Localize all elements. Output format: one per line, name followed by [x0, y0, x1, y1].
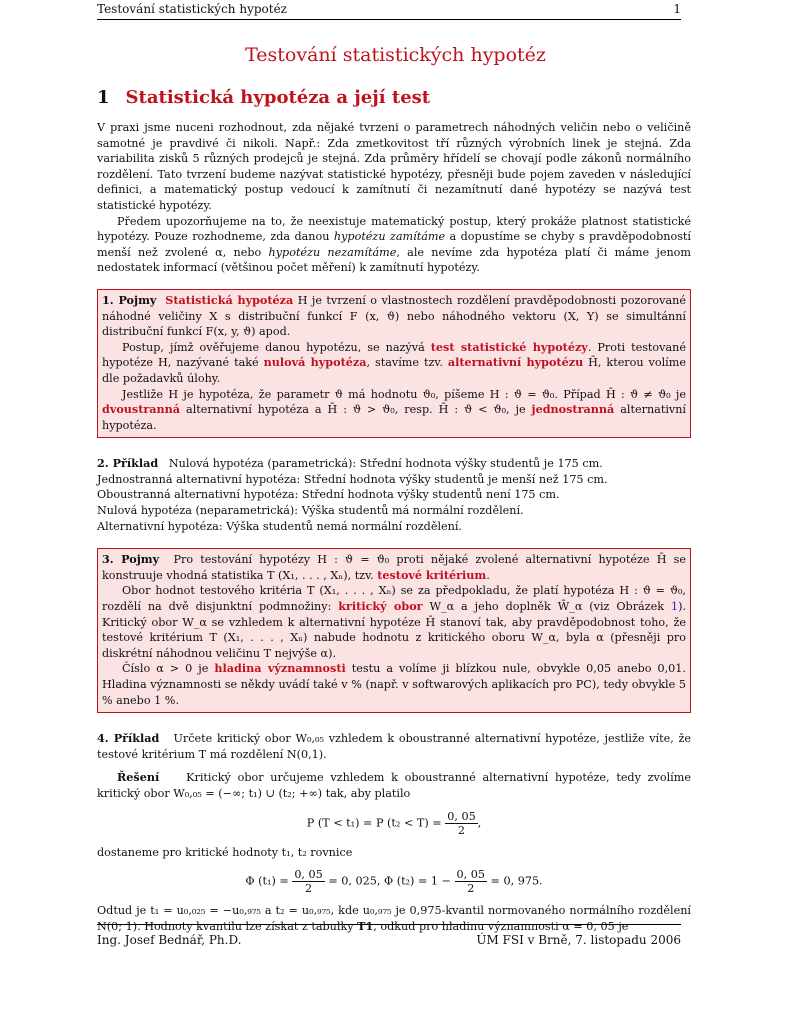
section-number: 1 — [97, 87, 110, 108]
example2-line: Alternativní hypotéza: Výška studentů nemá normální rozdělení. — [97, 519, 462, 533]
text: = 0, 025, Φ (t₂) = 1 − — [328, 874, 451, 888]
emphasis: hypotézu zamítáme — [333, 230, 446, 244]
term: jednostranná — [531, 402, 615, 417]
text: Pro testování hypotézy H : ϑ = ϑ₀ proti nějaké zvolené alternativní hypotéze H̄ se konstruuje vhodná statistika T (X₁, . . . , Xₙ), tzv. — [102, 553, 686, 582]
header-rule — [97, 19, 681, 20]
term: nulová hypotéza — [263, 355, 367, 370]
box3-paragraph-2 — [102, 583, 686, 661]
text: P (T < t₁) = P (t₂ < T) = — [306, 816, 442, 830]
intro-paragraph-1: V praxi jsme nuceni rozhodnout, zda nějaké tvrzeni o parametrech náhodných veličin nebo o veličině samotné je pravdivé či nikoli. Např.: Zda zmetkovitost tří různých výrobních linek je stejná. Zda variabilita zisků 5 různých prodejců je stejná. Zda průměry hřídelí se chovají podle zákonů normálního rozdělení. Tato tvrzení budeme nazývat statistické hypotézy, přesněji bude pojem zaveden v následující definici, a matematický postup vedoucí k zamítnutí či nezamítnutí dané hypotézy se nazývá test statistické hypotézy. — [97, 121, 691, 212]
text: alternativní hypotéza. — [102, 403, 687, 432]
text: a dopustíme se chyby s pravděpodobností menší než zvolené α, nebo — [97, 230, 692, 259]
text: H̄, kterou volíme dle požadavků úlohy. — [102, 356, 686, 385]
footer-institution: ÚM FSI v Brně, 7. listopadu 2006 — [476, 933, 681, 947]
box-label: 1. Pojmy — [102, 292, 157, 307]
text: = 0, 975. — [490, 874, 543, 888]
example-4 — [97, 731, 691, 934]
text: Odtud je t₁ = u₀,₀₂₅ = −u₀,₉₇₅ a t₂ = u₀,₉₇₅, kde u₀,₉₇₅ je 0,975-kvantil normovaného normálního rozdělení N(0; 1). Hodnoty kvantilu lze získat z tabulky — [97, 904, 691, 933]
solution-paragraph-3 — [97, 903, 691, 934]
text: , stavíme tzv. — [366, 356, 443, 370]
figure-link[interactable]: 1 — [670, 600, 679, 614]
solution-paragraph-1 — [97, 770, 691, 801]
text: ). Kritický obor W_α se vzhledem k alternativní hypotéze H̄ stanoví tak, aby pravděpodobnost toho, že testové kritérium T (X₁, . . . , Xₙ) nabude hodnotu z kritického oboru W_α, byla α (přesněji pro diskrétní náhodnou veličinu T nejvýše α). — [102, 600, 686, 660]
example-label: 4. Příklad — [97, 731, 160, 746]
text: Φ (t₁) = — [245, 874, 289, 888]
definition-box-3 — [97, 548, 691, 713]
section-title: Statistická hypotéza a její test — [125, 87, 431, 108]
text: Předem upozorňujeme na to, že neexistuje matematický postup, který prokáže platnost statistické hypotézy. Pouze rozhodneme, zda danou — [97, 214, 691, 244]
example2-line — [97, 456, 691, 472]
numerator: 0, 05 — [456, 868, 485, 882]
term: alternativní hypotézu — [447, 355, 584, 370]
emphasis: hypotézu nezamítáme — [268, 245, 397, 259]
table-reference: T1 — [357, 918, 374, 933]
text: Obor hodnot testového kritéria T (X₁, . . . , Xₙ) se za předpokladu, že platí hypotéza H : ϑ = ϑ₀, rozdělí na dvě disjunktní podmnožiny: — [102, 584, 686, 614]
example-label: 2. Příklad — [97, 456, 159, 471]
numerator: 0, 05 — [447, 809, 476, 823]
text: alternativní hypotéza a H̄ : ϑ > ϑ₀, resp. H̄ : ϑ < ϑ₀, je — [186, 403, 526, 417]
text: Jestliže H je hypotéza, že parametr ϑ má hodnotu ϑ₀, píšeme H : ϑ = ϑ₀. Případ H̄ : ϑ ≠ ϑ₀ je — [122, 387, 686, 401]
example4-task — [97, 731, 691, 762]
text: Určete kritický obor W₀,₀₅ vzhledem k oboustranné alternativní hypotéze, jestliže víte, že testové kritérium T má rozdělení N(0,1). — [97, 732, 691, 761]
text: Kritický obor určujeme vzhledem k oboustranné alternativní hypotéze, tedy zvolíme kritický obor W₀,₀₅ = (−∞; t₁) ∪ (t₂; +∞) tak, aby platilo — [97, 771, 691, 800]
example2-line: Nulová hypotéza (neparametrická): Výška studentů má normální rozdělení. — [97, 504, 524, 518]
fraction — [455, 868, 487, 895]
term: hladina významnosti — [214, 661, 346, 676]
text: testu a volíme ji blízkou nule, obvykle 0,05 anebo 0,01. Hladina významnosti se někdy uvádí také v % (např. v softwarových aplikacích pro PC), tedy obvykle 5 % anebo 1 %. — [102, 662, 686, 707]
text: H je tvrzení o vlastnostech rozdělení pravděpodobnosti pozorované náhodné veličiny X s distribuční funkcí F (x, ϑ) nebo náhodného vektoru (X, Y) se simultánní distribuční funkcí F(x, y, ϑ) apod. — [102, 293, 686, 339]
denominator: 2 — [304, 882, 313, 896]
solution-paragraph-2: dostaneme pro kritické hodnoty t₁, t₂ rovnice — [97, 845, 353, 859]
fraction — [445, 810, 477, 837]
running-title: Testování statistických hypotéz — [97, 2, 288, 16]
fraction — [292, 868, 324, 895]
text: , — [477, 816, 482, 830]
footer-author: Ing. Josef Bednář, Ph.D. — [97, 933, 242, 947]
page-number: 1 — [673, 2, 681, 16]
example2-line: Jednostranná alternativní hypotéza: Střední hodnota výšky studentů je menší než 175 cm. — [97, 472, 608, 486]
section-heading — [97, 87, 430, 108]
text: , odkud pro hladinu významnosti α = 0, 05 je — [373, 919, 629, 933]
box-label: 3. Pojmy — [102, 552, 160, 567]
box3-paragraph-1: 3. Pojmy Pro testování hypotézy H : ϑ = ϑ₀ proti nějaké zvolené alternativní hypotéze H̄ se konstruuje vhodná statistika T (X₁, . . . , Xₙ), tzv. testové kritérium. — [102, 552, 686, 582]
term: Statistická hypotéza — [165, 292, 294, 307]
footer — [97, 933, 681, 947]
example2-line: Oboustranná alternativní hypotéza: Střední hodnota výšky studentů není 175 cm. — [97, 488, 560, 502]
equation-2 — [97, 868, 691, 895]
box3-paragraph-3 — [102, 661, 686, 708]
solution-label: Řešení — [117, 770, 160, 785]
denominator: 2 — [457, 823, 466, 837]
term: dvoustranná — [102, 402, 181, 417]
box1-paragraph-1 — [102, 293, 686, 340]
text: Postup, jímž ověřujeme danou hypotézu, se nazývá — [122, 340, 425, 354]
numerator: 0, 05 — [294, 868, 323, 882]
document-title: Testování statistických hypotéz — [245, 44, 546, 66]
intro-paragraph-2 — [97, 214, 691, 276]
text: Nulová hypotéza (parametrická): Střední hodnota výšky studentů je 175 cm. — [168, 457, 603, 471]
equation-1 — [97, 810, 691, 837]
text: . Proti testované hypotéze H, nazývané také — [102, 340, 686, 370]
text: W_α a jeho doplněk W̄_α (viz Obrázek — [429, 600, 665, 614]
box1-paragraph-3 — [102, 387, 686, 434]
term: kritický obor — [338, 599, 423, 614]
denominator: 2 — [467, 882, 475, 896]
definition-box-1 — [97, 289, 691, 438]
main-content — [97, 120, 691, 934]
term: test statistické hypotézy — [430, 339, 588, 354]
text: , ale nevíme zda hypotéza platí či máme jenom nedostatek informací (většinou počet měření) k zamítnutí hypotézy. — [97, 245, 691, 275]
example-2 — [97, 456, 691, 534]
running-header — [97, 2, 681, 16]
text: Číslo α > 0 je — [122, 662, 209, 676]
footer-rule — [97, 924, 681, 925]
term: testové kritérium — [377, 567, 487, 582]
box1-paragraph-2 — [102, 340, 686, 387]
